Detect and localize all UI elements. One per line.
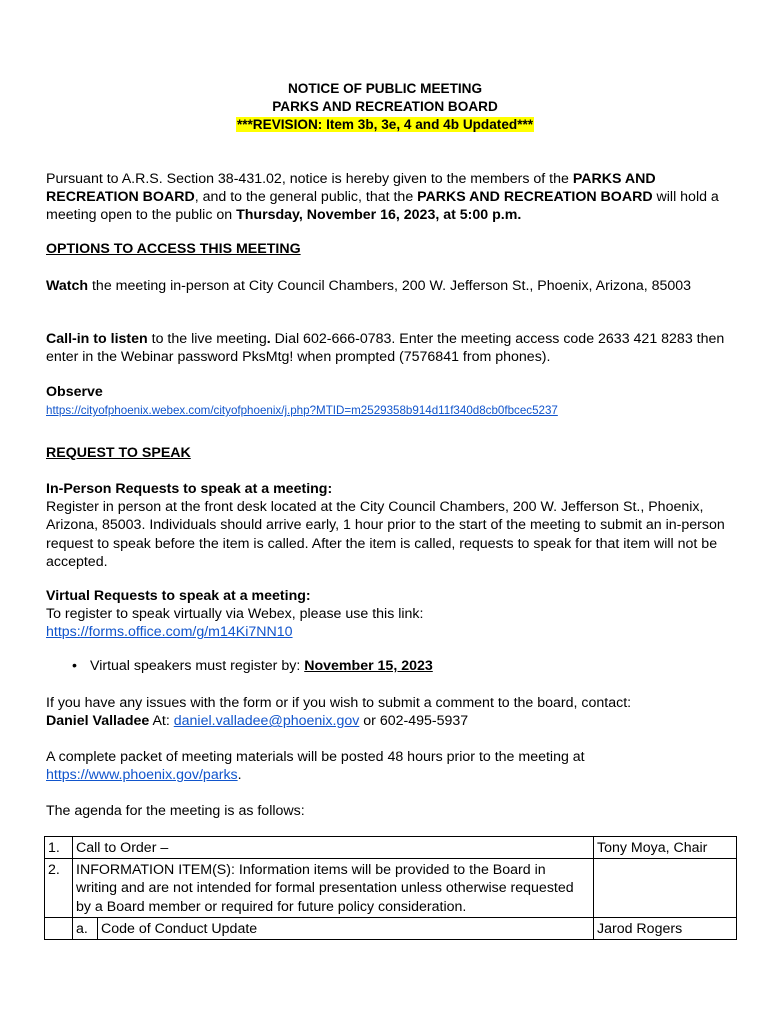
observe-label: Observe <box>46 384 103 400</box>
contact-name: Daniel Valladee <box>46 713 150 730</box>
options-heading: OPTIONS TO ACCESS THIS MEETING <box>46 241 301 257</box>
register-deadline-item: • Virtual speakers must register by: November 15, 2023 <box>72 658 433 674</box>
watch-paragraph: Watch the meeting in-person at City Council Chambers, 200 W. Jefferson St., Phoenix, Arizona, 85003 <box>46 278 692 294</box>
agenda-presenter: Jarod Rogers <box>594 917 737 939</box>
contact-paragraph: If you have any issues with the form or if you wish to submit a comment to the board, contact: Daniel Valladee At: daniel.valladee@phoenix.gov or 602-495-5937 <box>46 695 632 730</box>
request-heading: REQUEST TO SPEAK <box>46 445 191 461</box>
agenda-item-text: Call to Order – <box>73 837 594 859</box>
agenda-item-text: INFORMATION ITEM(S): Information items will be provided to the Board in writing and are not intended for formal presentation unless otherwise requested by a Board member or required for future policy consideration. <box>73 859 594 918</box>
agenda-number: 1. <box>45 837 73 859</box>
agenda-number: 2. <box>45 859 73 918</box>
notice-header <box>0 80 770 134</box>
table-row <box>45 917 737 939</box>
agenda-presenter <box>594 859 737 918</box>
agenda-presenter: Tony Moya, Chair <box>594 837 737 859</box>
agenda-item-text: Code of Conduct Update <box>98 917 594 939</box>
revision-banner: ***REVISION: Item 3b, 3e, 4 and 4b Updated*** <box>236 117 534 132</box>
agenda-number <box>45 917 73 939</box>
register-deadline: November 15, 2023 <box>304 658 433 674</box>
agenda-table <box>44 836 737 940</box>
webex-link[interactable]: https://cityofphoenix.webex.com/cityofphoenix/j.php?MTID=m2529358b914d11f340d8cb0fbcec5237 <box>46 404 558 418</box>
agenda-intro: The agenda for the meeting is as follows: <box>46 803 305 819</box>
intro-paragraph: Pursuant to A.R.S. Section 38-431.02, notice is hereby given to the members of the PARKS AND RECREATION BOARD, and to the general public, that the PARKS AND RECREATION BOARD will hold a meeting open to the public on Thursday, November 16, 2023, at 5:00 p.m. <box>46 171 719 224</box>
table-row <box>45 837 737 859</box>
inperson-section <box>46 480 726 571</box>
parks-link[interactable]: https://www.phoenix.gov/parks <box>46 767 238 784</box>
inperson-label: In-Person Requests to speak at a meeting: <box>46 481 333 497</box>
meeting-date: Thursday, November 16, 2023, at 5:00 p.m. <box>236 207 522 224</box>
observe-section <box>46 383 726 420</box>
virtual-text: To register to speak virtually via Webex, please use this link: <box>46 606 424 623</box>
callin-paragraph: Call-in to listen to the live meeting. Dial 602-666-0783. Enter the meeting access code 2633 421 8283 then enter in the Webinar password PksMtg! when prompted (7576841 from phones). <box>46 331 725 366</box>
packet-paragraph: A complete packet of meeting materials will be posted 48 hours prior to the meeting at https://www.phoenix.gov/parks. <box>46 749 585 784</box>
agenda-sub-number: a. <box>73 917 98 939</box>
board-title: PARKS AND RECREATION BOARD <box>272 99 498 114</box>
notice-title: NOTICE OF PUBLIC MEETING <box>287 81 483 96</box>
inperson-text: Register in person at the front desk located at the City Council Chambers, 200 W. Jefferson St., Phoenix, Arizona, 85003. Individuals should arrive early, 1 hour prior to the start of the meeting to submit an in-person request to speak before the item is called. After the item is called, requests to speak for that item will not be accepted. <box>46 499 725 570</box>
contact-email-link[interactable]: daniel.valladee@phoenix.gov <box>173 713 360 730</box>
virtual-section <box>46 587 726 642</box>
bullet-icon: • <box>72 658 77 674</box>
virtual-label: Virtual Requests to speak at a meeting: <box>46 588 311 604</box>
forms-link[interactable]: https://forms.office.com/g/m14Ki7NN10 <box>46 624 293 641</box>
table-row <box>45 859 737 918</box>
